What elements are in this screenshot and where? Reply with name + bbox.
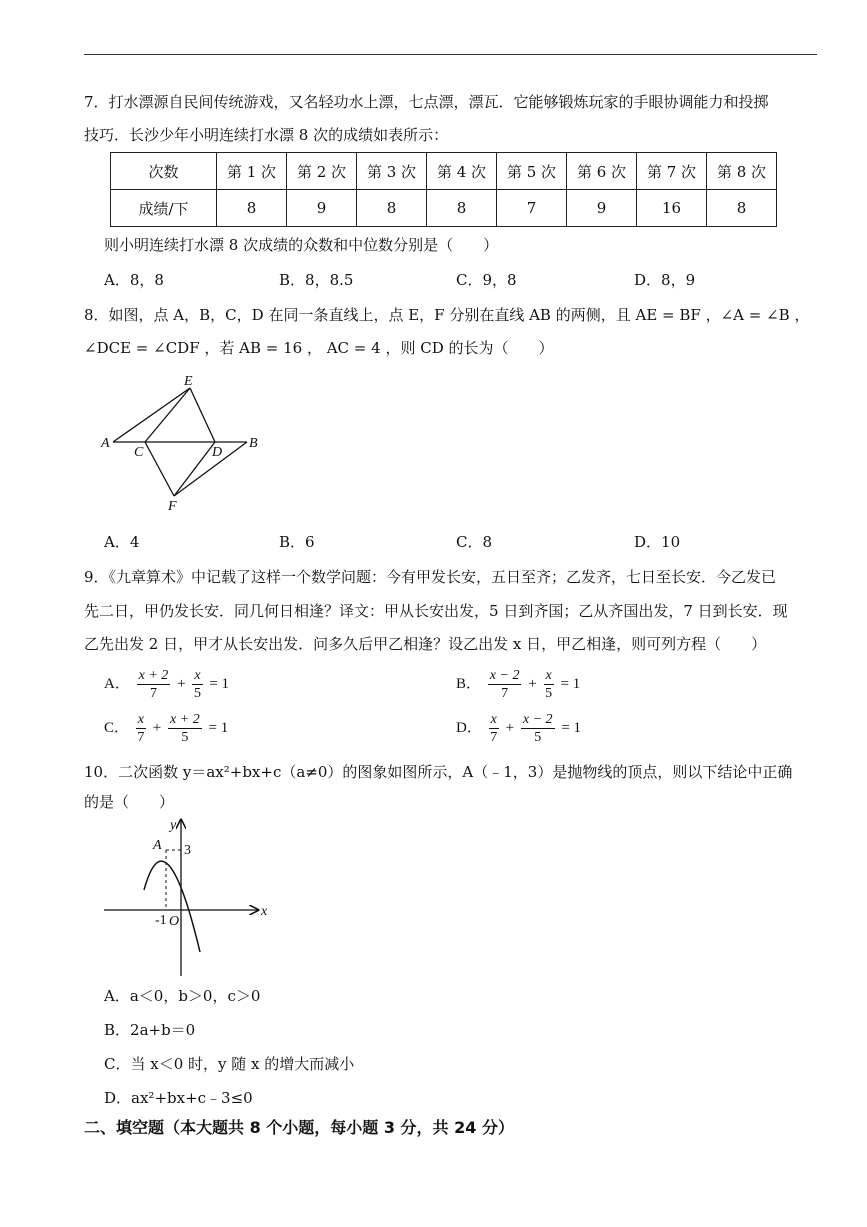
table-cell: 第 5 次 bbox=[497, 153, 567, 190]
q10-option-a: A．a＜0，b＞0，c＞0 bbox=[104, 987, 261, 1005]
header-rule bbox=[84, 54, 817, 55]
equals-one: = 1 bbox=[560, 676, 581, 692]
q9-option-a bbox=[104, 664, 229, 703]
q9-text-line2: 先二日，甲仍发长安．同几何日相逢？译文：甲从长安出发，5 日到齐国；乙从齐国出发，7 日到长安．现 bbox=[84, 602, 788, 620]
segment-ed bbox=[190, 388, 215, 442]
table-cell: 8 bbox=[707, 190, 777, 227]
table-cell: 第 3 次 bbox=[357, 153, 427, 190]
q8-text-line2: ∠DCE = ∠CDF ，若 AB = 16 ， AC = 4 ，则 CD 的长为（ ） bbox=[84, 339, 554, 357]
q9-option-c bbox=[104, 708, 228, 747]
q9-text-line3: 乙先出发 2 日，甲才从长安出发．问多久后甲乙相逢？设乙出发 x 日，甲乙相逢，则可列方程（ ） bbox=[84, 635, 767, 653]
fraction bbox=[168, 711, 202, 746]
q8-option-a: A．4 bbox=[104, 533, 140, 551]
table-cell: 8 bbox=[357, 190, 427, 227]
equals-one: = 1 bbox=[208, 720, 229, 736]
denominator: 7 bbox=[149, 685, 157, 701]
q9-text-line1: 9．《九章算术》中记载了这样一个数学问题：今有甲发长安，五日至齐；乙发齐，七日至长安．今乙发已 bbox=[84, 568, 777, 586]
table-cell: 8 bbox=[217, 190, 287, 227]
plus-sign: + bbox=[528, 676, 537, 692]
section-heading: 二、填空题（本大题共 8 个小题，每小题 3 分，共 24 分） bbox=[84, 1118, 514, 1137]
y-axis-label: y bbox=[170, 818, 177, 833]
q8-option-b: B．6 bbox=[279, 533, 315, 551]
q8-option-d: D．10 bbox=[634, 533, 681, 551]
fraction bbox=[489, 711, 499, 746]
equals-one: = 1 bbox=[561, 720, 582, 736]
table-cell: 第 7 次 bbox=[637, 153, 707, 190]
origin-label: O bbox=[169, 914, 180, 929]
q8-option-c: C．8 bbox=[456, 533, 493, 551]
numerator: x bbox=[194, 667, 201, 683]
denominator: 7 bbox=[490, 729, 498, 745]
denominator: 5 bbox=[534, 729, 542, 745]
label-d: D bbox=[212, 445, 223, 460]
segment-bf bbox=[174, 442, 247, 496]
q7-text-line2: 技巧．长沙少年小明连续打水漂 8 次的成绩如表所示： bbox=[84, 126, 449, 144]
numerator: x + 2 bbox=[170, 711, 200, 727]
q7-score-table bbox=[110, 152, 777, 227]
label-f: F bbox=[168, 499, 177, 514]
q7-text-line1: 7．打水漂源自民间传统游戏，又名轻功水上漂，七点漂，漂瓦．它能够锻炼玩家的手眼协调能力和投掷 bbox=[84, 93, 769, 111]
option-label: C． bbox=[104, 720, 130, 736]
table-cell: 9 bbox=[567, 190, 637, 227]
vertex-label-a: A bbox=[153, 838, 162, 853]
label-c: C bbox=[134, 445, 144, 460]
q8-geometry-figure bbox=[96, 370, 276, 515]
table-cell: 第 8 次 bbox=[707, 153, 777, 190]
x-axis-label: x bbox=[261, 904, 268, 919]
numerator: x bbox=[545, 667, 552, 683]
denominator: 5 bbox=[545, 685, 553, 701]
fraction bbox=[521, 711, 555, 746]
tick-label-neg1: -1 bbox=[155, 913, 167, 928]
table-cell: 第 4 次 bbox=[427, 153, 497, 190]
table-cell: 8 bbox=[427, 190, 497, 227]
denominator: 7 bbox=[137, 729, 145, 745]
parabola-curve bbox=[144, 861, 200, 952]
table-cell: 第 2 次 bbox=[287, 153, 357, 190]
equals-one: = 1 bbox=[209, 676, 230, 692]
q10-text-line2: 的是（ ） bbox=[84, 793, 175, 811]
label-b: B bbox=[249, 436, 258, 451]
q9-option-b bbox=[456, 664, 580, 703]
q7-option-c: C．9，8 bbox=[456, 271, 517, 289]
q7-option-b: B．8，8.5 bbox=[279, 271, 354, 289]
fraction bbox=[136, 711, 146, 746]
segment-cf bbox=[145, 442, 174, 496]
label-a: A bbox=[101, 436, 110, 451]
numerator: x − 2 bbox=[489, 667, 520, 683]
table-cell: 次数 bbox=[111, 153, 217, 190]
q10-option-b: B．2a+b＝0 bbox=[104, 1021, 196, 1039]
table-cell: 16 bbox=[637, 190, 707, 227]
q7-question: 则小明连续打水漂 8 次成绩的众数和中位数分别是（ ） bbox=[104, 236, 499, 254]
option-label: B． bbox=[456, 676, 482, 692]
table-cell: 成绩/下 bbox=[111, 190, 217, 227]
plus-sign: + bbox=[177, 676, 186, 692]
numerator: x − 2 bbox=[522, 711, 553, 727]
tick-label-3: 3 bbox=[184, 843, 191, 858]
q9-option-d bbox=[456, 708, 581, 747]
q7-option-d: D．8，9 bbox=[634, 271, 696, 289]
table-row bbox=[111, 153, 777, 190]
table-cell: 第 6 次 bbox=[567, 153, 637, 190]
q10-parabola-graph bbox=[98, 814, 283, 979]
table-row bbox=[111, 190, 777, 227]
table-cell: 第 1 次 bbox=[217, 153, 287, 190]
fraction bbox=[544, 667, 554, 702]
denominator: 5 bbox=[181, 729, 189, 745]
numerator: x bbox=[137, 711, 145, 727]
fraction bbox=[137, 667, 171, 702]
segment-df bbox=[174, 442, 215, 496]
table-cell: 7 bbox=[497, 190, 567, 227]
label-e: E bbox=[184, 374, 193, 389]
table-cell: 9 bbox=[287, 190, 357, 227]
numerator: x bbox=[490, 711, 497, 727]
plus-sign: + bbox=[505, 720, 515, 736]
option-label: A． bbox=[104, 676, 130, 692]
q10-option-d: D．ax²+bx+c﹣3≤0 bbox=[104, 1089, 253, 1107]
denominator: 7 bbox=[501, 685, 509, 701]
q10-option-c: C．当 x＜0 时，y 随 x 的增大而减小 bbox=[104, 1055, 355, 1073]
fraction bbox=[192, 667, 202, 702]
numerator: x + 2 bbox=[138, 667, 169, 683]
option-label: D． bbox=[456, 720, 482, 736]
q8-text-line1: 8．如图，点 A，B，C，D 在同一条直线上，点 E，F 分别在直线 AB 的两侧，且 AE = BF ，∠A = ∠B ， bbox=[84, 306, 810, 324]
q10-text-line1: 10．二次函数 y＝ax²+bx+c（a≠0）的图象如图所示，A（﹣1，3）是抛物线的顶点，则以下结论中正确 bbox=[84, 763, 793, 781]
fraction bbox=[488, 667, 522, 702]
q7-option-a: A．8，8 bbox=[104, 271, 164, 289]
denominator: 5 bbox=[193, 685, 201, 701]
plus-sign: + bbox=[152, 720, 162, 736]
